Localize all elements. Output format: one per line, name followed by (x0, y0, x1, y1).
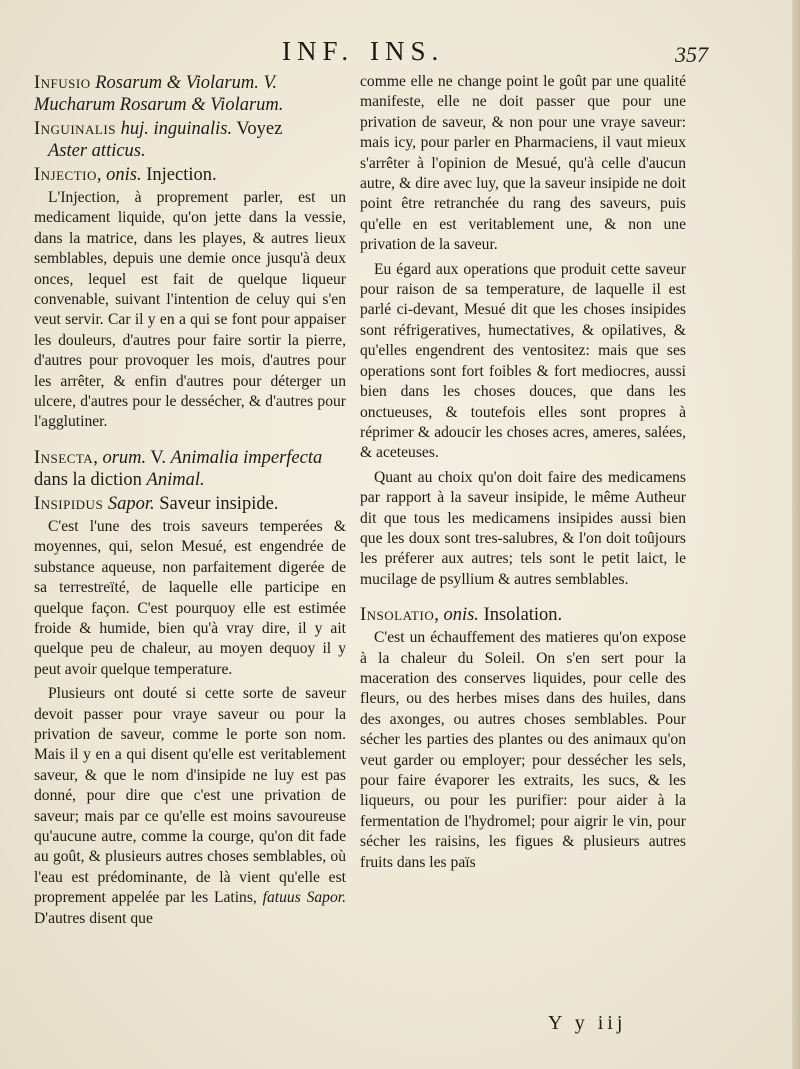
running-header (270, 36, 720, 70)
insipidus-choice: Quant au choix qu'on doit faire des medicamens par rapport à la saveur insipide, le même Autheur dit que tous les medicamens insipides aussi bien que les doux sont tres-salubres, & l'on doit toûjours les préferer aux autres; tels sont le petit laict, le mucilage de psyllium & autres semblables. (360, 468, 686, 588)
insolatio-text: C'est un échauffement des matieres qu'on expose à la chaleur du Soleil. On s'en sert pour la maceration des conserves liquides, pour celle des fleurs, ou des herbes mises dans des huiles, dans des axonges, ou autres choses semblables. Pour sécher les parties des plantes ou des animaux qu'on veut garder ou employer; pour dessécher les sels, pour faire évaporer les extraits, les sucs, & les liqueurs, ou pour les purifier: pour aider à la fermentation de l'hydromel; pour aigrir le vin, pour sécher les raisins, les figues & plusieurs autres fruits dans les païs (360, 629, 686, 871)
entry-inguinalis: Inguinalis huj. inguinalis. Voyez Aster atticus. (34, 119, 283, 161)
entry-insecta: Insecta, orum. V. Animalia imperfecta dans la diction Animal. (34, 447, 323, 490)
insipidus-text-1: C'est l'une des trois saveurs temperées & moyennes, qui, selon Mesué, est engendrée de substance aqueuse, non parfaitement digerée de sa terrestreïté, de laquelle elle participe en quelque façon. C'est pourquoy elle est estimée froide & humide, bien qu'à vray dire, il y ait quelque peu de chaleur, au moyen dequoy il y peut avoir quelque temperature. (34, 517, 346, 678)
header-right: INS. (370, 36, 445, 66)
page-number: 357 (675, 42, 708, 67)
entry-insolatio: Insolatio, onis. Insolation. (360, 605, 563, 626)
entry-infusio: Infusio Rosarum & Violarum. V. Mucharum Rosarum & Violarum. (34, 73, 284, 115)
header-left: INF. (282, 36, 355, 66)
page-edge (792, 0, 800, 1069)
insipidus-text-2: Plusieurs ont douté si cette sorte de saveur devoit passer pour vraye saveur ou pour la privation de saveur, comme le porte son nom. Mais il y en a qui disent qu'elle est veritablement saveur, & que le nom d'insipide ne luy est pas donné, pour dire que c'est une privation de saveur; mais par ce qu'elle est moins savoureuse qu'aucune autre, comme la courge, qu'on dit fade au goût, & plusieurs autres choses semblables, où l'eau est prédominante, de là vient qu'elle est proprement appelée par les Latins, fatuus Sapor. D'autres disent que (34, 685, 346, 927)
insipidus-continued: comme elle ne change point le goût par une qualité manifeste, elle ne doit passer que pour une privation de saveur, & non pour une vraye saveur: mais icy, pour parler en Pharmaciens, il vaut mieux s'arrêter à l'opinion de Mesué, qu'à celle d'aucun autre, & dire avec luy, que la saveur insipide ne doit point être retranchée du rang des saveurs, puis qu'elle en est veritablement une, & non une privation de la saveur. (360, 73, 686, 254)
entry-insipidus: Insipidus Sapor. Saveur insipide. (34, 493, 279, 514)
left-column (34, 72, 346, 933)
entry-injectio: Injectio, onis. Injection. (34, 165, 217, 185)
right-column (360, 72, 686, 877)
insipidus-operations: Eu égard aux operations que produit cette saveur pour raison de sa temperature, de laquelle il est parlé ci-devant, Mesué dit que les choses insipides sont réfrigeratives, humectatives, & opilatives, & qu'elles engendrent des ventositez: mais que ses operations sont fort foibles & fort mediocres, aussi bien dans les choses douces, que dans les onctueuses, & toutefois elles sont propres à réprimer & adoucir les choses acres, ameres, salées, & aceteuses. (360, 260, 686, 462)
injectio-text: L'Injection, à proprement parler, est un medicament liquide, qu'on jette dans la vessie, dans la matrice, dans les playes, & autres lieux semblables, depuis une demie once jusqu'à deux onces, lequel est fait de quelque liqueur convenable, suivant l'intention de celuy qui s'en veut servir. Car il y en a qui se font pour appaiser les douleurs, d'autres pour faire sortir la pierre, d'autres pour provoquer les mois, d'autres pour les arrêter, & enfin d'autres pour déterger un ulcere, d'autres pour le dessécher, & d'autres pour l'agglutiner. (34, 189, 346, 431)
signature-mark: Y y iij (548, 1012, 627, 1034)
